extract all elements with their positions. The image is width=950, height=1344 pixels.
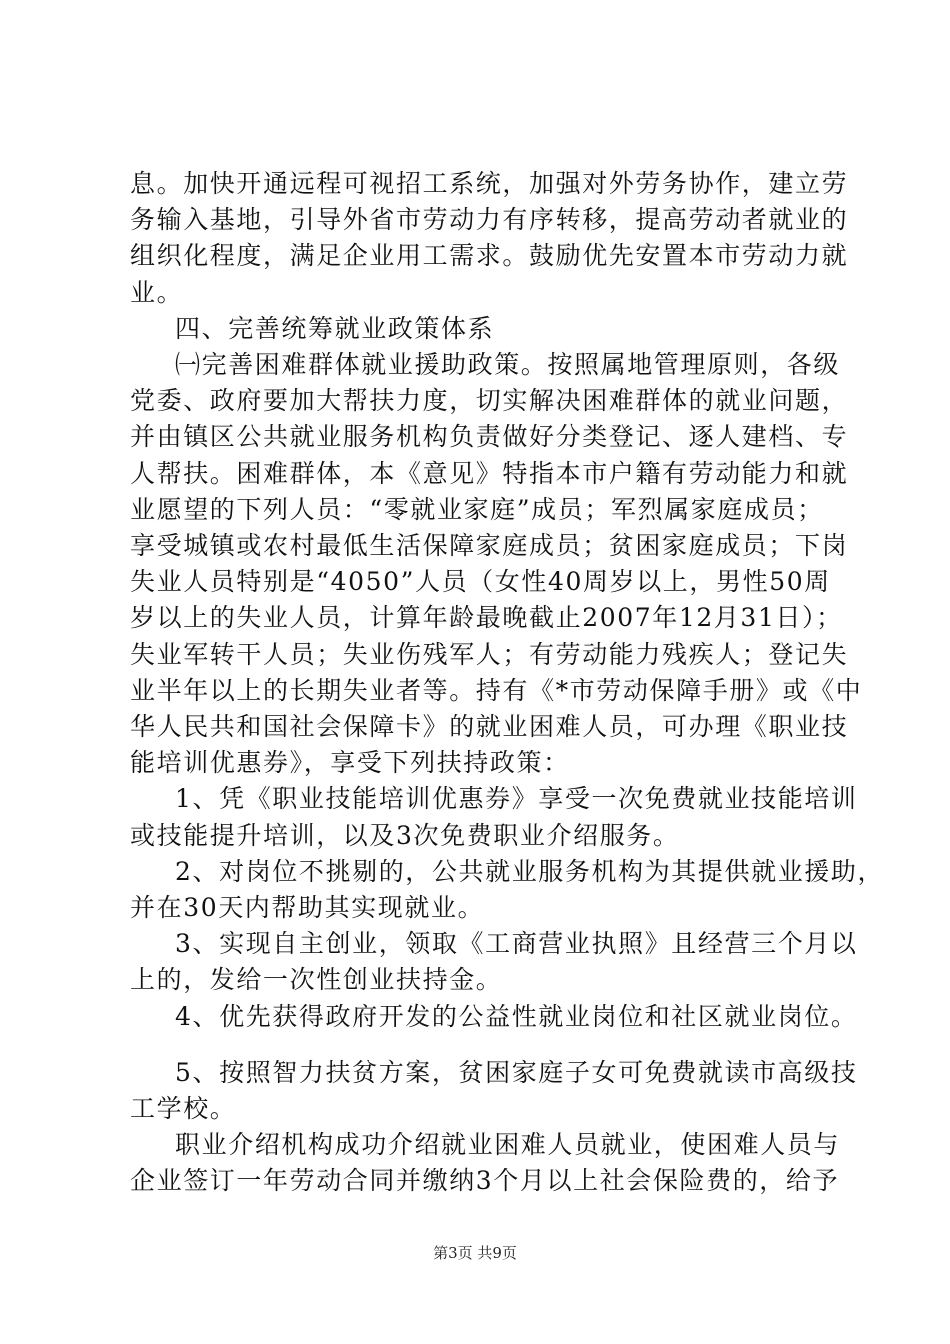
text-line: 组织化程度，满足企业用工需求。鼓励优先安置本市劳动力就 — [130, 241, 849, 270]
text-line: 享受城镇或农村最低生活保障家庭成员；贫困家庭成员；下岗 — [130, 531, 849, 560]
text-line: 岁以上的失业人员，计算年龄最晚截止2007年12月31日）； — [130, 603, 843, 632]
text-line: 业。 — [130, 278, 184, 307]
text-line: 华人民共和国社会保障卡》的就业困难人员，可办理《职业技 — [130, 712, 849, 741]
text-line: 息。加快开通远程可视招工系统，加强对外劳务协作，建立劳 — [130, 169, 849, 198]
section-heading: 四、完善统筹就业政策体系 — [175, 314, 495, 343]
list-item: 2、对岗位不挑剔的，公共就业服务机构为其提供就业援助， — [175, 857, 885, 886]
text-line: 业愿望的下列人员：“零就业家庭”成员；军烈属家庭成员； — [130, 495, 824, 524]
text-line: 工学校。 — [130, 1094, 237, 1123]
text-line: 务输入基地，引导外省市劳动力有序转移，提高劳动者就业的 — [130, 205, 849, 234]
text-line: ㈠完善困难群体就业援助政策。按照属地管理原则，各级 — [175, 350, 841, 379]
text-line: 或技能提升培训，以及3次免费职业介绍服务。 — [130, 821, 680, 850]
text-line: 业半年以上的长期失业者等。持有《*市劳动保障手册》或《中 — [130, 676, 863, 705]
list-item: 4、优先获得政府开发的公益性就业岗位和社区就业岗位。 — [175, 1002, 858, 1031]
page-footer: 第3页 共9页 — [433, 1244, 517, 1262]
list-item: 3、实现自主创业，领取《工商营业执照》且经营三个月以 — [175, 929, 858, 958]
text-line: 企业签订一年劳动合同并缴纳3个月以上社会保险费的，给予 — [130, 1166, 840, 1195]
text-line: 并由镇区公共就业服务机构负责做好分类登记、逐人建档、专 — [130, 422, 849, 451]
list-item: 5、按照智力扶贫方案，贫困家庭子女可免费就读市高级技 — [175, 1058, 858, 1087]
text-line: 失业人员特别是“4050”人员（女性40周岁以上，男性50周 — [130, 567, 831, 596]
text-line: 党委、政府要加大帮扶力度，切实解决困难群体的就业问题， — [130, 386, 849, 415]
text-line: 上的，发给一次性创业扶持金。 — [130, 965, 503, 994]
text-line: 职业介绍机构成功介绍就业困难人员就业，使困难人员与 — [175, 1130, 841, 1159]
list-item: 1、凭《职业技能培训优惠券》享受一次免费就业技能培训 — [175, 784, 858, 813]
text-line: 人帮扶。困难群体，本《意见》特指本市户籍有劳动能力和就 — [130, 459, 849, 488]
text-line: 并在30天内帮助其实现就业。 — [130, 893, 485, 922]
text-line: 能培训优惠券》，享受下列扶持政策： — [130, 748, 570, 777]
text-line: 失业军转干人员；失业伤残军人；有劳动能力残疾人；登记失 — [130, 640, 849, 669]
